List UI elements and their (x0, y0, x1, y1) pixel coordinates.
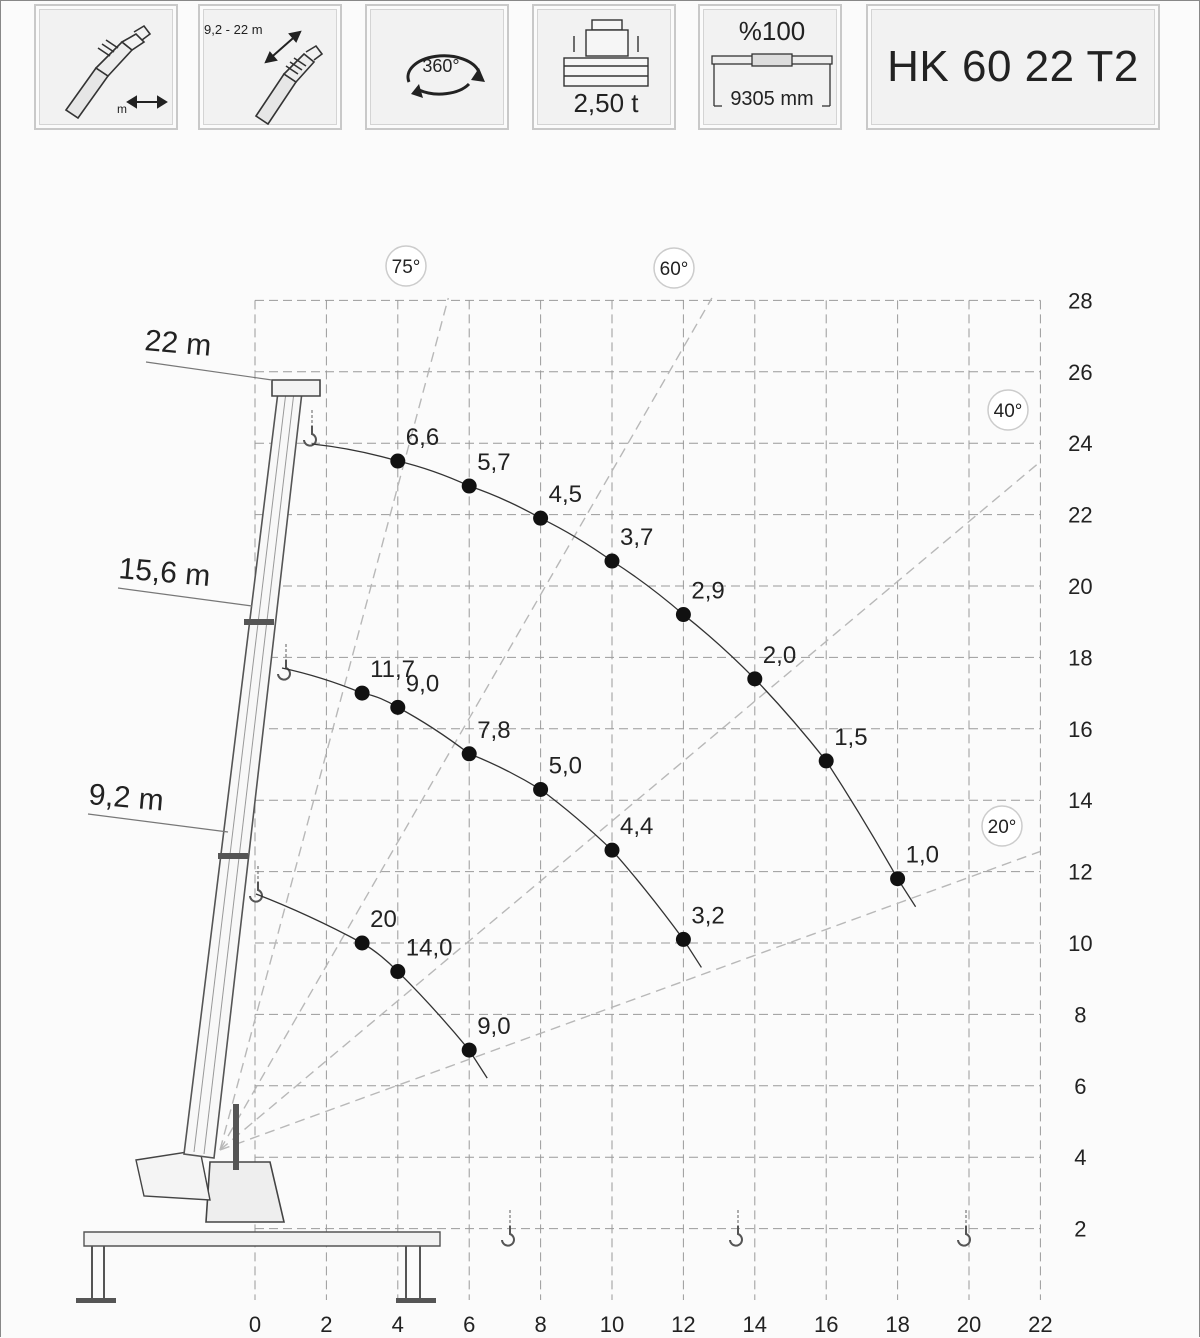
x-tick-label: 12 (671, 1312, 696, 1337)
y-tick-label: 6 (1074, 1073, 1087, 1099)
boom-section-joint (218, 853, 248, 859)
load-value-label: 5,0 (548, 752, 582, 780)
load-value-label: 5,7 (477, 449, 511, 477)
load-point (390, 700, 405, 715)
x-tick-label: 18 (885, 1312, 910, 1337)
load-point (390, 964, 405, 979)
model-title: HK 60 22 T2 (866, 4, 1160, 130)
load-point (605, 843, 620, 858)
boom-length-label: 9,2 m (87, 778, 166, 818)
load-value-label: 6,6 (405, 424, 440, 452)
y-tick-label: 20 (1068, 574, 1093, 599)
load-point (676, 607, 691, 622)
y-tick-label: 8 (1074, 1002, 1087, 1028)
load-point (819, 753, 834, 768)
load-value-label: 3,2 (691, 902, 725, 930)
y-tick-label: 24 (1068, 431, 1093, 457)
rotation-label: 360° (422, 56, 460, 76)
y-tick-label: 12 (1068, 859, 1093, 885)
load-point (462, 479, 477, 494)
x-tick-label: 6 (463, 1312, 476, 1337)
load-point (390, 454, 405, 469)
y-tick-label: 4 (1074, 1145, 1087, 1171)
load-value-label: 9,0 (477, 1013, 511, 1041)
angle-line (220, 852, 1040, 1150)
angle-label: 40° (993, 401, 1023, 422)
boom-section-joint (244, 619, 274, 625)
load-point (355, 686, 370, 701)
y-tick-label: 28 (1068, 288, 1093, 314)
load-value-label: 11,7 (370, 656, 416, 684)
load-point (462, 746, 477, 761)
boom-inner-line (194, 392, 286, 1152)
load-value-label: 9,0 (405, 670, 440, 698)
angle-lines (220, 298, 1040, 1150)
load-value-label: 7,8 (477, 716, 511, 744)
y-tick-label: 2 (1074, 1216, 1087, 1242)
crane-drawing (76, 380, 970, 1303)
capacity-label: 2,50 t (573, 88, 639, 118)
crane-boom (184, 392, 302, 1158)
crane-cab (136, 1150, 210, 1200)
outrigger-span-label: 9305 mm (730, 88, 814, 110)
load-value-label: 4,5 (548, 481, 582, 509)
load-point (533, 511, 548, 526)
hook-icon (502, 1210, 514, 1246)
x-tick-label: 14 (742, 1312, 768, 1337)
load-point (890, 871, 905, 886)
y-tick-label: 10 (1068, 931, 1093, 956)
outrigger-pad-right (396, 1298, 436, 1303)
hook-icon (730, 1210, 742, 1246)
angle-label: 60° (659, 259, 689, 280)
load-point (533, 782, 548, 797)
x-tick-label: 2 (320, 1312, 333, 1337)
load-value-label: 4,4 (620, 813, 654, 841)
y-tick-label: 22 (1068, 502, 1093, 528)
hook-icon (958, 1210, 970, 1246)
load-value-label: 1,0 (905, 841, 939, 869)
chart-grid (255, 300, 1040, 1300)
load-value-label: 14,0 (405, 934, 453, 962)
load-curves (256, 444, 916, 1078)
y-tick-label: 26 (1068, 359, 1093, 385)
angle-line (220, 462, 1040, 1150)
crane-turret (206, 1162, 284, 1222)
load-value-label: 20 (370, 906, 397, 933)
load-value-label: 2,0 (762, 641, 797, 669)
boom-length-label: 15,6 m (117, 552, 212, 593)
x-tick-label: 4 (391, 1312, 404, 1337)
load-value-label: 1,5 (834, 723, 868, 751)
load-point (747, 671, 762, 686)
outrigger-percent-label: %100 (738, 16, 806, 46)
boom-range-label: 9,2 - 22 m (204, 22, 263, 37)
x-tick-label: 0 (248, 1312, 262, 1337)
x-tick-label: 8 (534, 1312, 547, 1337)
boom-head (272, 380, 320, 396)
load-point (355, 936, 370, 951)
x-tick-label: 10 (599, 1312, 625, 1337)
x-tick-label: 16 (813, 1312, 839, 1337)
x-tick-label: 22 (1028, 1312, 1053, 1337)
load-value-label: 3,7 (620, 524, 654, 552)
load-point (605, 554, 620, 569)
boom-length-leader (146, 362, 272, 380)
y-tick-label: 18 (1068, 645, 1093, 671)
load-value-label: 2,9 (691, 577, 725, 605)
reach-unit-label: m (117, 102, 127, 116)
hook-icon (304, 410, 316, 446)
load-point (676, 932, 691, 947)
x-tick-label: 20 (956, 1312, 982, 1337)
crane-base-beam (84, 1232, 440, 1246)
outrigger-pad-left (76, 1298, 116, 1303)
hook-icon (278, 644, 290, 680)
angle-label: 75° (391, 257, 421, 278)
y-tick-label: 16 (1068, 716, 1093, 742)
boom-length-label: 22 m (143, 324, 213, 363)
angle-label: 20° (987, 817, 1017, 838)
y-tick-label: 14 (1068, 788, 1093, 814)
load-point (462, 1043, 477, 1058)
